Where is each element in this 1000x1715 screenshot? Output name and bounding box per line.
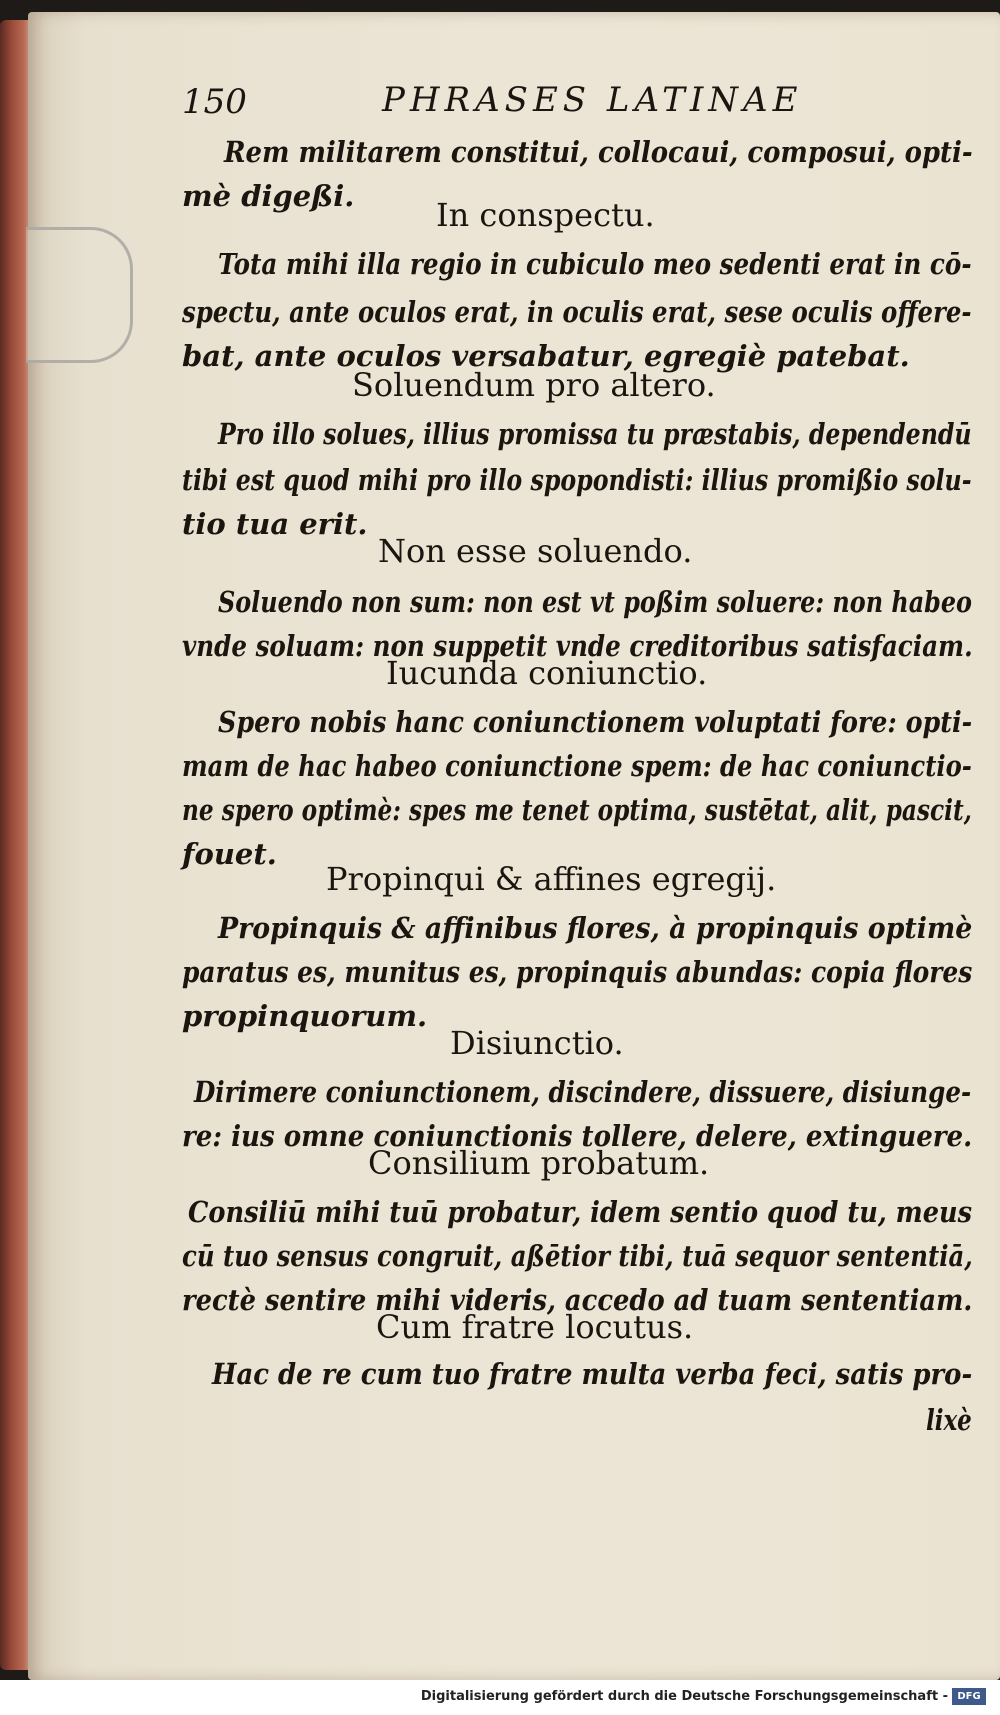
page-number: 150 (182, 82, 247, 122)
text-line: ne spero optimè: spes me tenet optima, sustētat, alit, pascit, (182, 793, 972, 827)
funding-credit: Digitalisierung gefördert durch die Deutsche Forschungsgemeinschaft - (420, 1689, 948, 1704)
dfg-logo-icon: DFG (952, 1688, 986, 1705)
text-line: propinquorum. (182, 999, 428, 1033)
text-line: Hac de re cum tuo fratre multa verba feci, satis pro- (212, 1357, 973, 1391)
section-heading: Propinqui & affines egregij. (326, 860, 777, 898)
text-line: paratus es, munitus es, propinquis abundas: copia flores (182, 955, 973, 989)
running-title: PHRASES LATINAE (382, 80, 803, 120)
text-line: Rem militarem constitui, collocaui, composui, opti- (224, 135, 973, 169)
footer-bar (0, 1680, 1000, 1715)
page-header (182, 78, 802, 126)
text-line: lixè (926, 1403, 972, 1437)
text-line: vnde soluam: non suppetit vnde creditoribus satisfaciam. (182, 629, 973, 663)
text-line: mè digeßi. (182, 179, 355, 213)
text-line: Consiliū mihi tuū probatur, idem sentio quod tu, meus (188, 1195, 973, 1229)
text-line: Soluendo non sum: non est vt poßim soluere: non habeo (218, 585, 972, 619)
text-line: bat, ante oculos versabatur, egregiè patebat. (182, 339, 910, 373)
page-clip-mark (26, 227, 133, 363)
text-line: mam de hac habeo coniunctione spem: de hac coniunctio- (182, 749, 972, 783)
section-heading: In conspectu. (436, 196, 655, 234)
text-line: tio tua erit. (182, 507, 368, 541)
text-line: cū tuo sensus congruit, aßētior tibi, tuā sequor sententiā, (182, 1239, 973, 1273)
text-line: tibi est quod mihi pro illo spopondisti: illius promißio solu- (182, 463, 972, 497)
section-heading: Cum fratre locutus. (376, 1308, 694, 1346)
text-line: Tota mihi illa regio in cubiculo meo sedenti erat in cō- (218, 247, 972, 281)
text-line: re: ius omne coniunctionis tollere, delere, extinguere. (182, 1119, 973, 1153)
text-line: Propinquis & affinibus flores, à propinquis optimè (218, 911, 973, 945)
section-heading: Non esse soluendo. (378, 532, 693, 570)
text-line: Spero nobis hanc coniunctionem voluptati fore: opti- (218, 705, 973, 739)
text-line: spectu, ante oculos erat, in oculis erat, sese oculis offere- (182, 295, 972, 329)
section-heading: Disiunctio. (450, 1024, 624, 1062)
text-line: fouet. (182, 837, 277, 871)
text-line: Pro illo solues, illius promissa tu præstabis, dependendū (218, 417, 972, 451)
section-heading: Soluendum pro altero. (352, 366, 716, 404)
section-heading: Consilium probatum. (368, 1144, 710, 1182)
section-heading: Iucunda coniunctio. (386, 654, 708, 692)
text-line: rectè sentire mihi videris, accedo ad tuam sententiam. (182, 1283, 973, 1317)
text-line: Dirimere coniunctionem, discindere, dissuere, disiunge- (194, 1075, 972, 1109)
